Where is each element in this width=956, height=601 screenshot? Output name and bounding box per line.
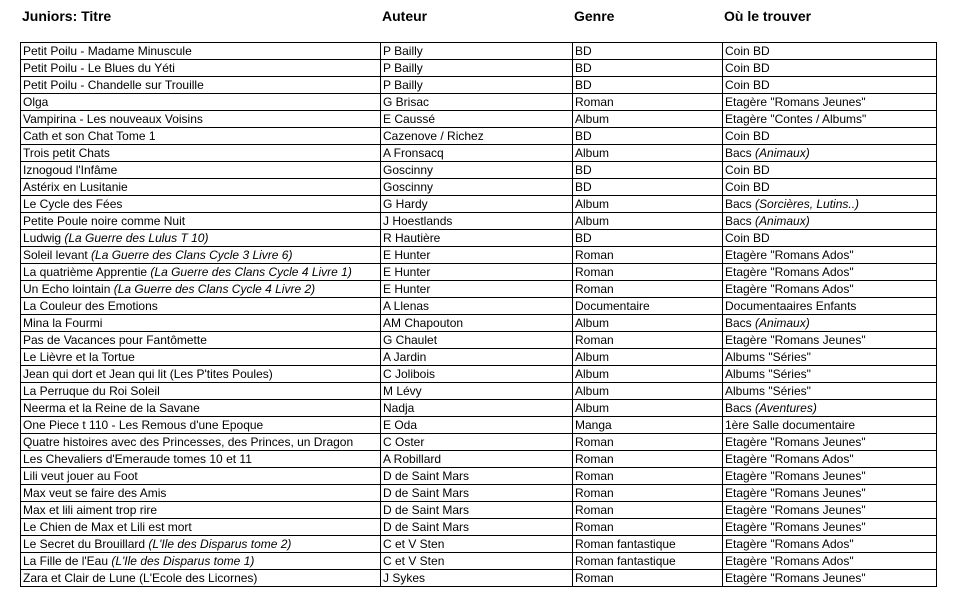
author-cell: AM Chapouton — [381, 315, 573, 332]
author-cell: R Hautière — [381, 230, 573, 247]
table-row — [21, 519, 937, 536]
table-row — [21, 366, 937, 383]
location-cell: Coin BD — [723, 230, 937, 247]
location-cell: 1ère Salle documentaire — [723, 417, 937, 434]
title-cell: Les Chevaliers d'Emeraude tomes 10 et 11 — [21, 451, 381, 468]
location-cell: Etagère "Romans Ados" — [723, 281, 937, 298]
table-row — [21, 553, 937, 570]
author-cell: D de Saint Mars — [381, 485, 573, 502]
title-cell: Petit Poilu - Le Blues du Yéti — [21, 60, 381, 77]
title-cell: La quatrième Apprentie (La Guerre des Clans Cycle 4 Livre 1) — [21, 264, 381, 281]
location-cell: Etagère "Romans Ados" — [723, 451, 937, 468]
location-cell: Bacs (Animaux) — [723, 213, 937, 230]
location-cell: Coin BD — [723, 128, 937, 145]
author-cell: P Bailly — [381, 43, 573, 60]
location-cell: Etagère "Romans Jeunes" — [723, 434, 937, 451]
table-row — [21, 468, 937, 485]
title-cell: La Couleur des Emotions — [21, 298, 381, 315]
genre-cell: BD — [573, 43, 723, 60]
title-cell: Pas de Vacances pour Fantômette — [21, 332, 381, 349]
author-cell: G Brisac — [381, 94, 573, 111]
title-cell: Le Secret du Brouillard (L'Ile des Disparus tome 2) — [21, 536, 381, 553]
table-row — [21, 536, 937, 553]
genre-cell: Roman — [573, 264, 723, 281]
table-row — [21, 315, 937, 332]
table-row — [21, 94, 937, 111]
table-row — [21, 349, 937, 366]
author-cell: E Hunter — [381, 281, 573, 298]
genre-cell: BD — [573, 77, 723, 94]
table-row — [21, 332, 937, 349]
table-row — [21, 230, 937, 247]
genre-cell: BD — [573, 60, 723, 77]
title-cell: Soleil levant (La Guerre des Clans Cycle 3 Livre 6) — [21, 247, 381, 264]
location-cell: Albums "Séries" — [723, 366, 937, 383]
author-cell: C et V Sten — [381, 536, 573, 553]
genre-cell: Album — [573, 213, 723, 230]
location-cell: Albums "Séries" — [723, 383, 937, 400]
table-row — [21, 417, 937, 434]
genre-cell: Roman — [573, 247, 723, 264]
author-cell: J Sykes — [381, 570, 573, 587]
author-cell: D de Saint Mars — [381, 502, 573, 519]
title-cell: La Perruque du Roi Soleil — [21, 383, 381, 400]
genre-cell: Roman — [573, 332, 723, 349]
table-row — [21, 77, 937, 94]
author-cell: Goscinny — [381, 179, 573, 196]
location-cell: Etagère "Romans Jeunes" — [723, 570, 937, 587]
table-row — [21, 196, 937, 213]
title-cell: Petite Poule noire comme Nuit — [21, 213, 381, 230]
location-cell: Coin BD — [723, 162, 937, 179]
title-cell: Olga — [21, 94, 381, 111]
title-cell: Trois petit Chats — [21, 145, 381, 162]
location-cell: Bacs (Animaux) — [723, 145, 937, 162]
author-cell: E Caussé — [381, 111, 573, 128]
genre-cell: Roman — [573, 434, 723, 451]
location-cell: Etagère "Romans Ados" — [723, 553, 937, 570]
genre-cell: BD — [573, 128, 723, 145]
table-row — [21, 60, 937, 77]
table-row — [21, 502, 937, 519]
table-row — [21, 111, 937, 128]
location-cell: Bacs (Aventures) — [723, 400, 937, 417]
title-cell: Jean qui dort et Jean qui lit (Les P'tites Poules) — [21, 366, 381, 383]
header-author: Auteur — [382, 8, 428, 24]
genre-cell: Roman — [573, 502, 723, 519]
author-cell: D de Saint Mars — [381, 519, 573, 536]
genre-cell: Manga — [573, 417, 723, 434]
header-title: Juniors: Titre — [22, 8, 112, 24]
genre-cell: BD — [573, 230, 723, 247]
author-cell: C et V Sten — [381, 553, 573, 570]
author-cell: Goscinny — [381, 162, 573, 179]
title-cell: Zara et Clair de Lune (L'Ecole des Licornes) — [21, 570, 381, 587]
location-cell: Etagère "Romans Jeunes" — [723, 332, 937, 349]
author-cell: G Chaulet — [381, 332, 573, 349]
genre-cell: Album — [573, 196, 723, 213]
location-cell: Etagère "Romans Ados" — [723, 536, 937, 553]
title-cell: Le Cycle des Fées — [21, 196, 381, 213]
author-cell: A Llenas — [381, 298, 573, 315]
author-cell: E Oda — [381, 417, 573, 434]
genre-cell: Roman — [573, 570, 723, 587]
title-cell: Iznogoud l'Infâme — [21, 162, 381, 179]
table-row — [21, 485, 937, 502]
author-cell: A Jardin — [381, 349, 573, 366]
table-row — [21, 281, 937, 298]
author-cell: E Hunter — [381, 264, 573, 281]
location-cell: Bacs (Animaux) — [723, 315, 937, 332]
location-cell: Etagère "Romans Ados" — [723, 247, 937, 264]
location-cell: Coin BD — [723, 77, 937, 94]
title-cell: Astérix en Lusitanie — [21, 179, 381, 196]
title-cell: Lili veut jouer au Foot — [21, 468, 381, 485]
genre-cell: Roman — [573, 94, 723, 111]
column-headers — [22, 8, 936, 28]
title-cell: Cath et son Chat Tome 1 — [21, 128, 381, 145]
location-cell: Etagère "Romans Jeunes" — [723, 502, 937, 519]
title-cell: Ludwig (La Guerre des Lulus T 10) — [21, 230, 381, 247]
genre-cell: Roman fantastique — [573, 536, 723, 553]
location-cell: Coin BD — [723, 43, 937, 60]
genre-cell: Album — [573, 400, 723, 417]
author-cell: Cazenove / Richez — [381, 128, 573, 145]
author-cell: J Hoestlands — [381, 213, 573, 230]
table-row — [21, 145, 937, 162]
location-cell: Etagère "Romans Ados" — [723, 264, 937, 281]
title-cell: Mina la Fourmi — [21, 315, 381, 332]
title-cell: La Fille de l'Eau (L'Ile des Disparus tome 1) — [21, 553, 381, 570]
table-row — [21, 162, 937, 179]
table-row — [21, 264, 937, 281]
table-row — [21, 213, 937, 230]
location-cell: Etagère "Contes / Albums" — [723, 111, 937, 128]
table-row — [21, 434, 937, 451]
title-cell: Petit Poilu - Chandelle sur Trouille — [21, 77, 381, 94]
author-cell: Nadja — [381, 400, 573, 417]
genre-cell: BD — [573, 162, 723, 179]
author-cell: M Lévy — [381, 383, 573, 400]
table-row — [21, 400, 937, 417]
location-cell: Documentaaires Enfants — [723, 298, 937, 315]
author-cell: E Hunter — [381, 247, 573, 264]
genre-cell: Roman — [573, 519, 723, 536]
genre-cell: Album — [573, 145, 723, 162]
title-cell: Petit Poilu - Madame Minuscule — [21, 43, 381, 60]
genre-cell: Album — [573, 315, 723, 332]
genre-cell: Roman — [573, 281, 723, 298]
location-cell: Coin BD — [723, 179, 937, 196]
genre-cell: Album — [573, 366, 723, 383]
header-location: Où le trouver — [724, 8, 812, 24]
location-cell: Etagère "Romans Jeunes" — [723, 519, 937, 536]
author-cell: C Oster — [381, 434, 573, 451]
genre-cell: BD — [573, 179, 723, 196]
table-row — [21, 451, 937, 468]
location-cell: Etagère "Romans Jeunes" — [723, 468, 937, 485]
genre-cell: Album — [573, 383, 723, 400]
title-cell: Max et lili aiment trop rire — [21, 502, 381, 519]
genre-cell: Roman — [573, 451, 723, 468]
table-row — [21, 570, 937, 587]
table-row — [21, 383, 937, 400]
title-cell: One Piece t 110 - Les Remous d'une Epoque — [21, 417, 381, 434]
table-row — [21, 298, 937, 315]
location-cell: Etagère "Romans Jeunes" — [723, 94, 937, 111]
table-row — [21, 247, 937, 264]
title-cell: Le Chien de Max et Lili est mort — [21, 519, 381, 536]
book-table — [20, 42, 937, 587]
table-row — [21, 179, 937, 196]
title-cell: Vampirina - Les nouveaux Voisins — [21, 111, 381, 128]
header-genre: Genre — [574, 8, 615, 24]
author-cell: P Bailly — [381, 60, 573, 77]
location-cell: Etagère "Romans Jeunes" — [723, 485, 937, 502]
title-cell: Le Lièvre et la Tortue — [21, 349, 381, 366]
author-cell: A Robillard — [381, 451, 573, 468]
title-cell: Neerma et la Reine de la Savane — [21, 400, 381, 417]
location-cell: Bacs (Sorcières, Lutins..) — [723, 196, 937, 213]
location-cell: Albums "Séries" — [723, 349, 937, 366]
author-cell: A Fronsacq — [381, 145, 573, 162]
genre-cell: Roman — [573, 468, 723, 485]
author-cell: G Hardy — [381, 196, 573, 213]
genre-cell: Album — [573, 111, 723, 128]
title-cell: Un Echo lointain (La Guerre des Clans Cycle 4 Livre 2) — [21, 281, 381, 298]
genre-cell: Roman fantastique — [573, 553, 723, 570]
genre-cell: Roman — [573, 485, 723, 502]
author-cell: C Jolibois — [381, 366, 573, 383]
location-cell: Coin BD — [723, 60, 937, 77]
genre-cell: Documentaire — [573, 298, 723, 315]
author-cell: D de Saint Mars — [381, 468, 573, 485]
author-cell: P Bailly — [381, 77, 573, 94]
table-row — [21, 128, 937, 145]
genre-cell: Album — [573, 349, 723, 366]
title-cell: Quatre histoires avec des Princesses, des Princes, un Dragon — [21, 434, 381, 451]
title-cell: Max veut se faire des Amis — [21, 485, 381, 502]
table-row — [21, 43, 937, 60]
